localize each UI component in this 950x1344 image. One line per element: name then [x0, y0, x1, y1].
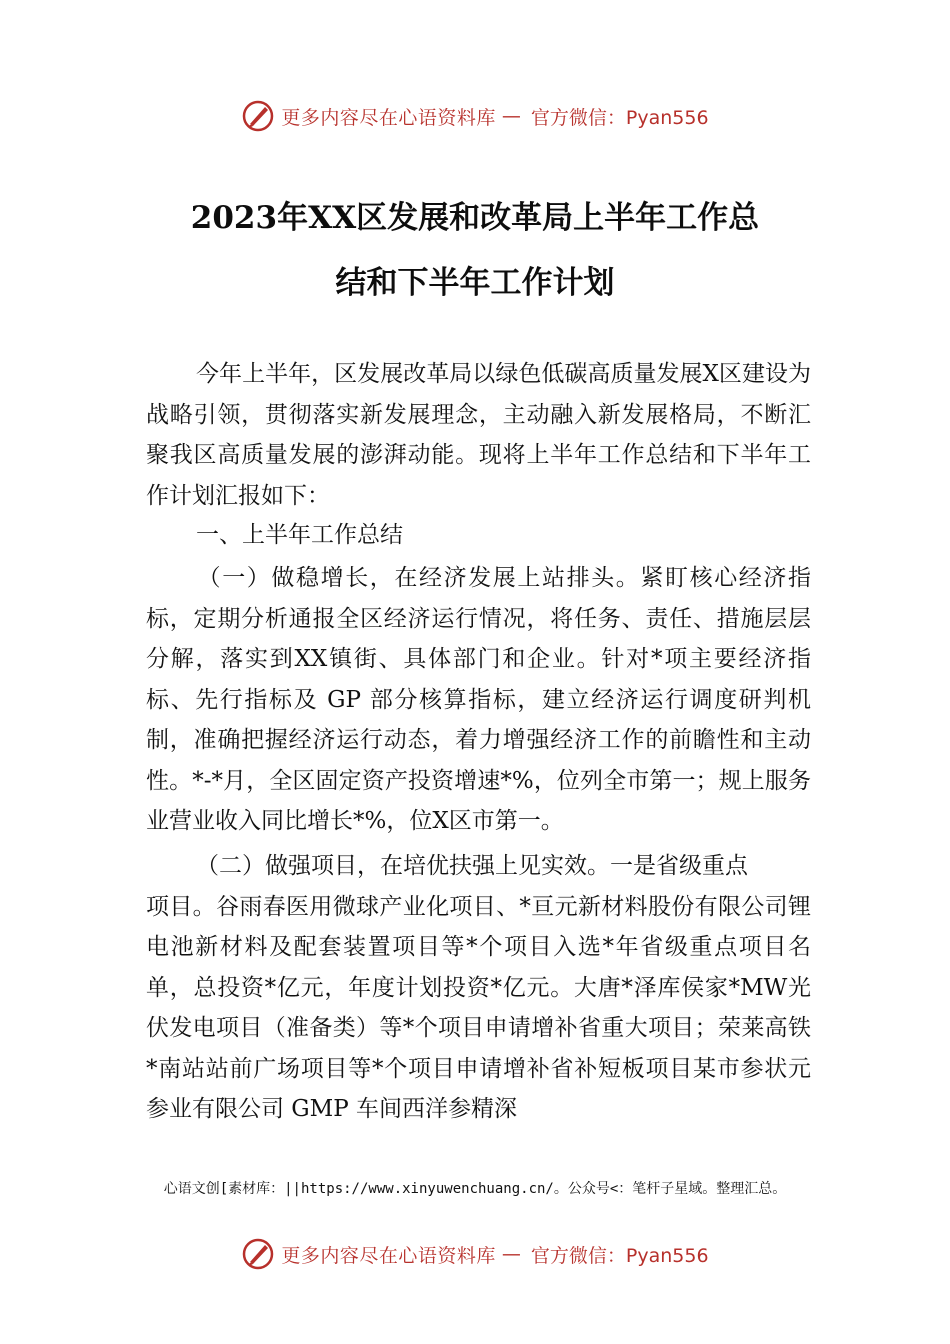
- banner-separator: —: [501, 1243, 521, 1265]
- section1-text: （一）做稳增长，在经济发展上站排头。紧盯核心经济指标，定期分析通报全区经济运行情况，将任务、责任、措施层层分解，落实到XX镇街、具体部门和企业。针对*项主要经济指标、先行指标及 GP 部分核算指标，建立经济运行调度研判机制，准确把握经济运行动态，着力增强经济工作的前瞻性和主动性。*-*月，全区固定资产投资增速*%，位列全市第一；规上服务业营业收入同比增长*%，位X区市第一。: [146, 565, 811, 834]
- section2-text: 项目。谷雨春医用微球产业化项目、*亘元新材料股份有限公司锂电池新材料及配套装置项目等*个项目入选*年省级重点项目名单，总投资*亿元，年度计划投资*亿元。大唐*泽库侯家*MW光伏发电项目（准备类）等*个项目申请增补省重大项目；荣莱高铁*南站站前广场项目等*个项目申请增补省补短板项目某市参状元参业有限公司 GMP 车间西洋参精深: [146, 893, 811, 1122]
- banner-wechat: 官方微信：Pyan556: [530, 1244, 709, 1267]
- document-title-line1: 2023年XX区发展和改革局上半年工作总: [190, 200, 760, 236]
- bottom-banner: [0, 1234, 950, 1274]
- section2-lead: （二）做强项目，在培优扶强上见实效。一是省级重点: [196, 853, 748, 879]
- banner-text: 更多内容尽在心语资料库: [281, 106, 496, 129]
- banner-wechat: 官方微信：Pyan556: [530, 106, 709, 129]
- section1-paragraph: [146, 558, 811, 842]
- intro-paragraph: [146, 354, 811, 516]
- section-heading-1: 一、上半年工作总结: [196, 522, 403, 548]
- footer-note: 心语文创[素材库：||https://www.xinyuwenchuang.cn/。公众号<：笔杆子星域。整理汇总。: [163, 1181, 787, 1197]
- section2-paragraph: [146, 846, 811, 1130]
- banner-separator: —: [501, 105, 521, 127]
- document-title-line2: 结和下半年工作计划: [335, 265, 615, 301]
- brush-logo-icon: [241, 99, 275, 133]
- intro-text: 今年上半年，区发展改革局以绿色低碳高质量发展X区建设为战略引领，贯彻落实新发展理念，主动融入新发展格局，不断汇聚我区高质量发展的澎湃动能。现将上半年工作总结和下半年工作计划汇报如下：: [146, 361, 811, 509]
- top-banner: [0, 96, 950, 136]
- brush-logo-icon: [241, 1237, 275, 1271]
- banner-text: 更多内容尽在心语资料库: [281, 1244, 496, 1267]
